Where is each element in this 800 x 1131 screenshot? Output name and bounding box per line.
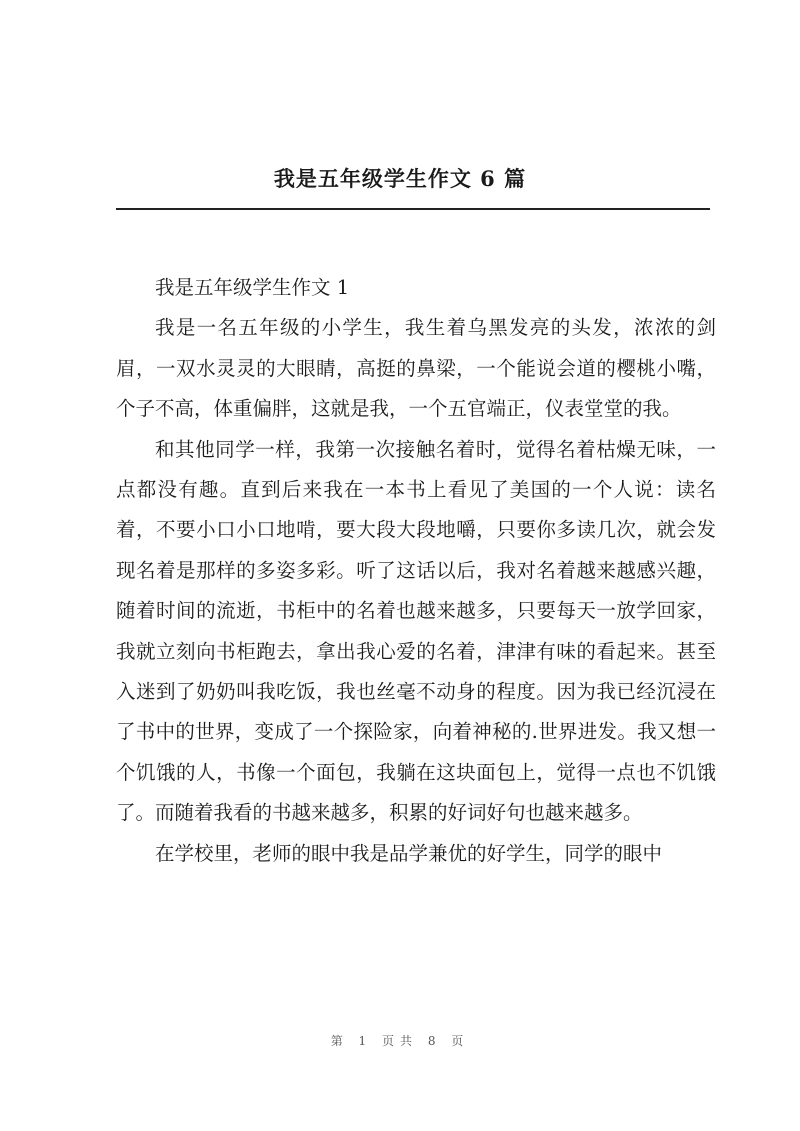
page-number-footer: 第 1 页共 8 页	[330, 1034, 470, 1048]
paragraph: 在学校里，老师的眼中我是品学兼优的好学生，同学的眼中	[155, 841, 663, 865]
paragraph: 我是一名五年级的小学生，我生着乌黑发亮的头发，浓浓的剑眉，一双水灵灵的大眼睛，高挺的鼻梁，一个能说会道的樱桃小嘴，个子不高，体重偏胖，这就是我，一个五官端正，仪表堂堂的我。	[116, 316, 716, 421]
document-body	[116, 268, 716, 874]
title-divider	[116, 208, 710, 210]
paragraph: 和其他同学一样，我第一次接触名着时，觉得名着枯燥无味，一点都没有趣。直到后来我在一本书上看见了美国的一个人说：读名着，不要小口小口地啃，要大段大段地嚼，只要你多读几次，就会发现名着是那样的多姿多彩。听了这话以后，我对名着越来越感兴趣，随着时间的流逝，书柜中的名着也越来越多，只要每天一放学回家，我就立刻向书柜跑去，拿出我心爱的名着，津津有味的看起来。甚至入迷到了奶奶叫我吃饭，我也丝毫不动身的程度。因为我已经沉浸在了书中的世界，变成了一个探险家，向着神秘的.世界进发。我又想一个饥饿的人，书像一个面包，我躺在这块面包上，觉得一点也不饥饿了。而随着我看的书越来越多，积累的好词好句也越来越多。	[116, 437, 716, 825]
document-title: 我是五年级学生作文 6 篇	[273, 166, 527, 191]
essay-heading: 我是五年级学生作文 1	[155, 276, 350, 299]
